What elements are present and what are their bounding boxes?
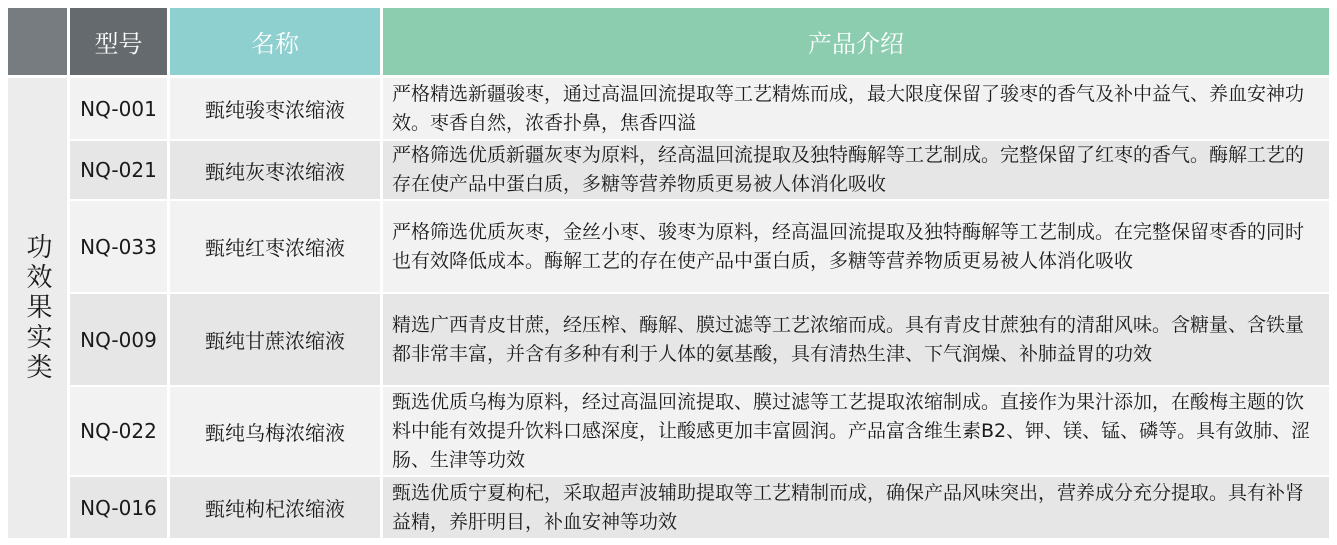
product-name: 甄纯红枣浓缩液 (205, 236, 345, 260)
model-code: NQ-009 (80, 327, 157, 352)
category-label: 功效果实类 (22, 233, 52, 383)
header-model-label: 型号 (94, 30, 143, 58)
row-model (70, 78, 167, 139)
header-model (70, 8, 167, 75)
product-intro: 甄选优质乌梅为原料，经过高温回流提取、膜过滤等工艺提取浓缩制成。直接作为果汁添加，在酸梅主题的饮料中能有效提升饮料口感深度，让酸感更加丰富圆润。产品富含维生素B2、钾、镁、锰、磷等。具有敛肺、涩肠、生津等功效 (392, 390, 1311, 471)
product-intro: 严格筛选优质新疆灰枣为原料，经高温回流提取及独特酶解等工艺制成。完整保留了红枣的香气。酶解工艺的存在使产品中蛋白质，多糖等营养物质更易被人体消化吸收 (392, 144, 1305, 195)
model-code: NQ-021 (80, 158, 157, 182)
row-model (70, 477, 167, 538)
row-product-name (170, 294, 380, 385)
header-intro-label: 产品介绍 (808, 30, 904, 58)
row-product-name (170, 78, 380, 139)
row-product-intro (383, 78, 1329, 139)
header-name-label: 名称 (251, 30, 299, 58)
product-name: 甄纯乌梅浓缩液 (205, 420, 345, 445)
header-blank-cell (8, 8, 67, 75)
product-intro: 严格筛选优质灰枣，金丝小枣、骏枣为原料，经高温回流提取及独特酶解等工艺制成。在完整保留枣香的同时也有效降低成本。酶解工艺的存在使产品中蛋白质，多糖等营养物质更易被人体消化吸收 (392, 220, 1305, 272)
row-product-intro (383, 201, 1329, 292)
row-product-intro (383, 294, 1329, 385)
product-intro: 严格精选新疆骏枣，通过高温回流提取等工艺精炼而成，最大限度保留了骏枣的香气及补中益气、养血安神功效。枣香自然，浓香扑鼻，焦香四溢 (392, 82, 1305, 134)
product-name: 甄纯灰枣浓缩液 (205, 159, 345, 184)
category-cell (8, 78, 67, 538)
product-name: 甄纯甘蔗浓缩液 (205, 329, 345, 353)
row-product-name (170, 477, 380, 538)
header-intro (383, 8, 1329, 75)
row-product-name (170, 201, 380, 292)
model-code: NQ-033 (80, 234, 157, 259)
product-intro: 精选广西青皮甘蔗，经压榨、酶解、膜过滤等工艺浓缩而成。具有青皮甘蔗独有的清甜风味。含糖量、含铁量都非常丰富，并含有多种有利于人体的氨基酸，具有清热生津、下气润燥、补肺益胃的功效 (392, 313, 1305, 365)
row-product-name (170, 141, 380, 199)
row-product-intro (383, 477, 1329, 538)
row-model (70, 294, 167, 385)
row-model (70, 387, 167, 475)
product-name: 甄纯骏枣浓缩液 (205, 98, 345, 122)
row-product-name (170, 387, 380, 475)
header-name (170, 8, 380, 75)
model-code: NQ-022 (80, 419, 157, 443)
product-name: 甄纯枸杞浓缩液 (205, 497, 345, 521)
model-code: NQ-016 (80, 495, 157, 520)
model-code: NQ-001 (80, 96, 157, 121)
row-model (70, 141, 167, 199)
row-product-intro (383, 141, 1329, 199)
product-intro: 甄选优质宁夏枸杞，采取超声波辅助提取等工艺精制而成，确保产品风味突出，营养成分充分提取。具有补肾益精，养肝明目，补血安神等功效 (392, 481, 1305, 533)
row-model (70, 201, 167, 292)
row-product-intro (383, 387, 1329, 475)
